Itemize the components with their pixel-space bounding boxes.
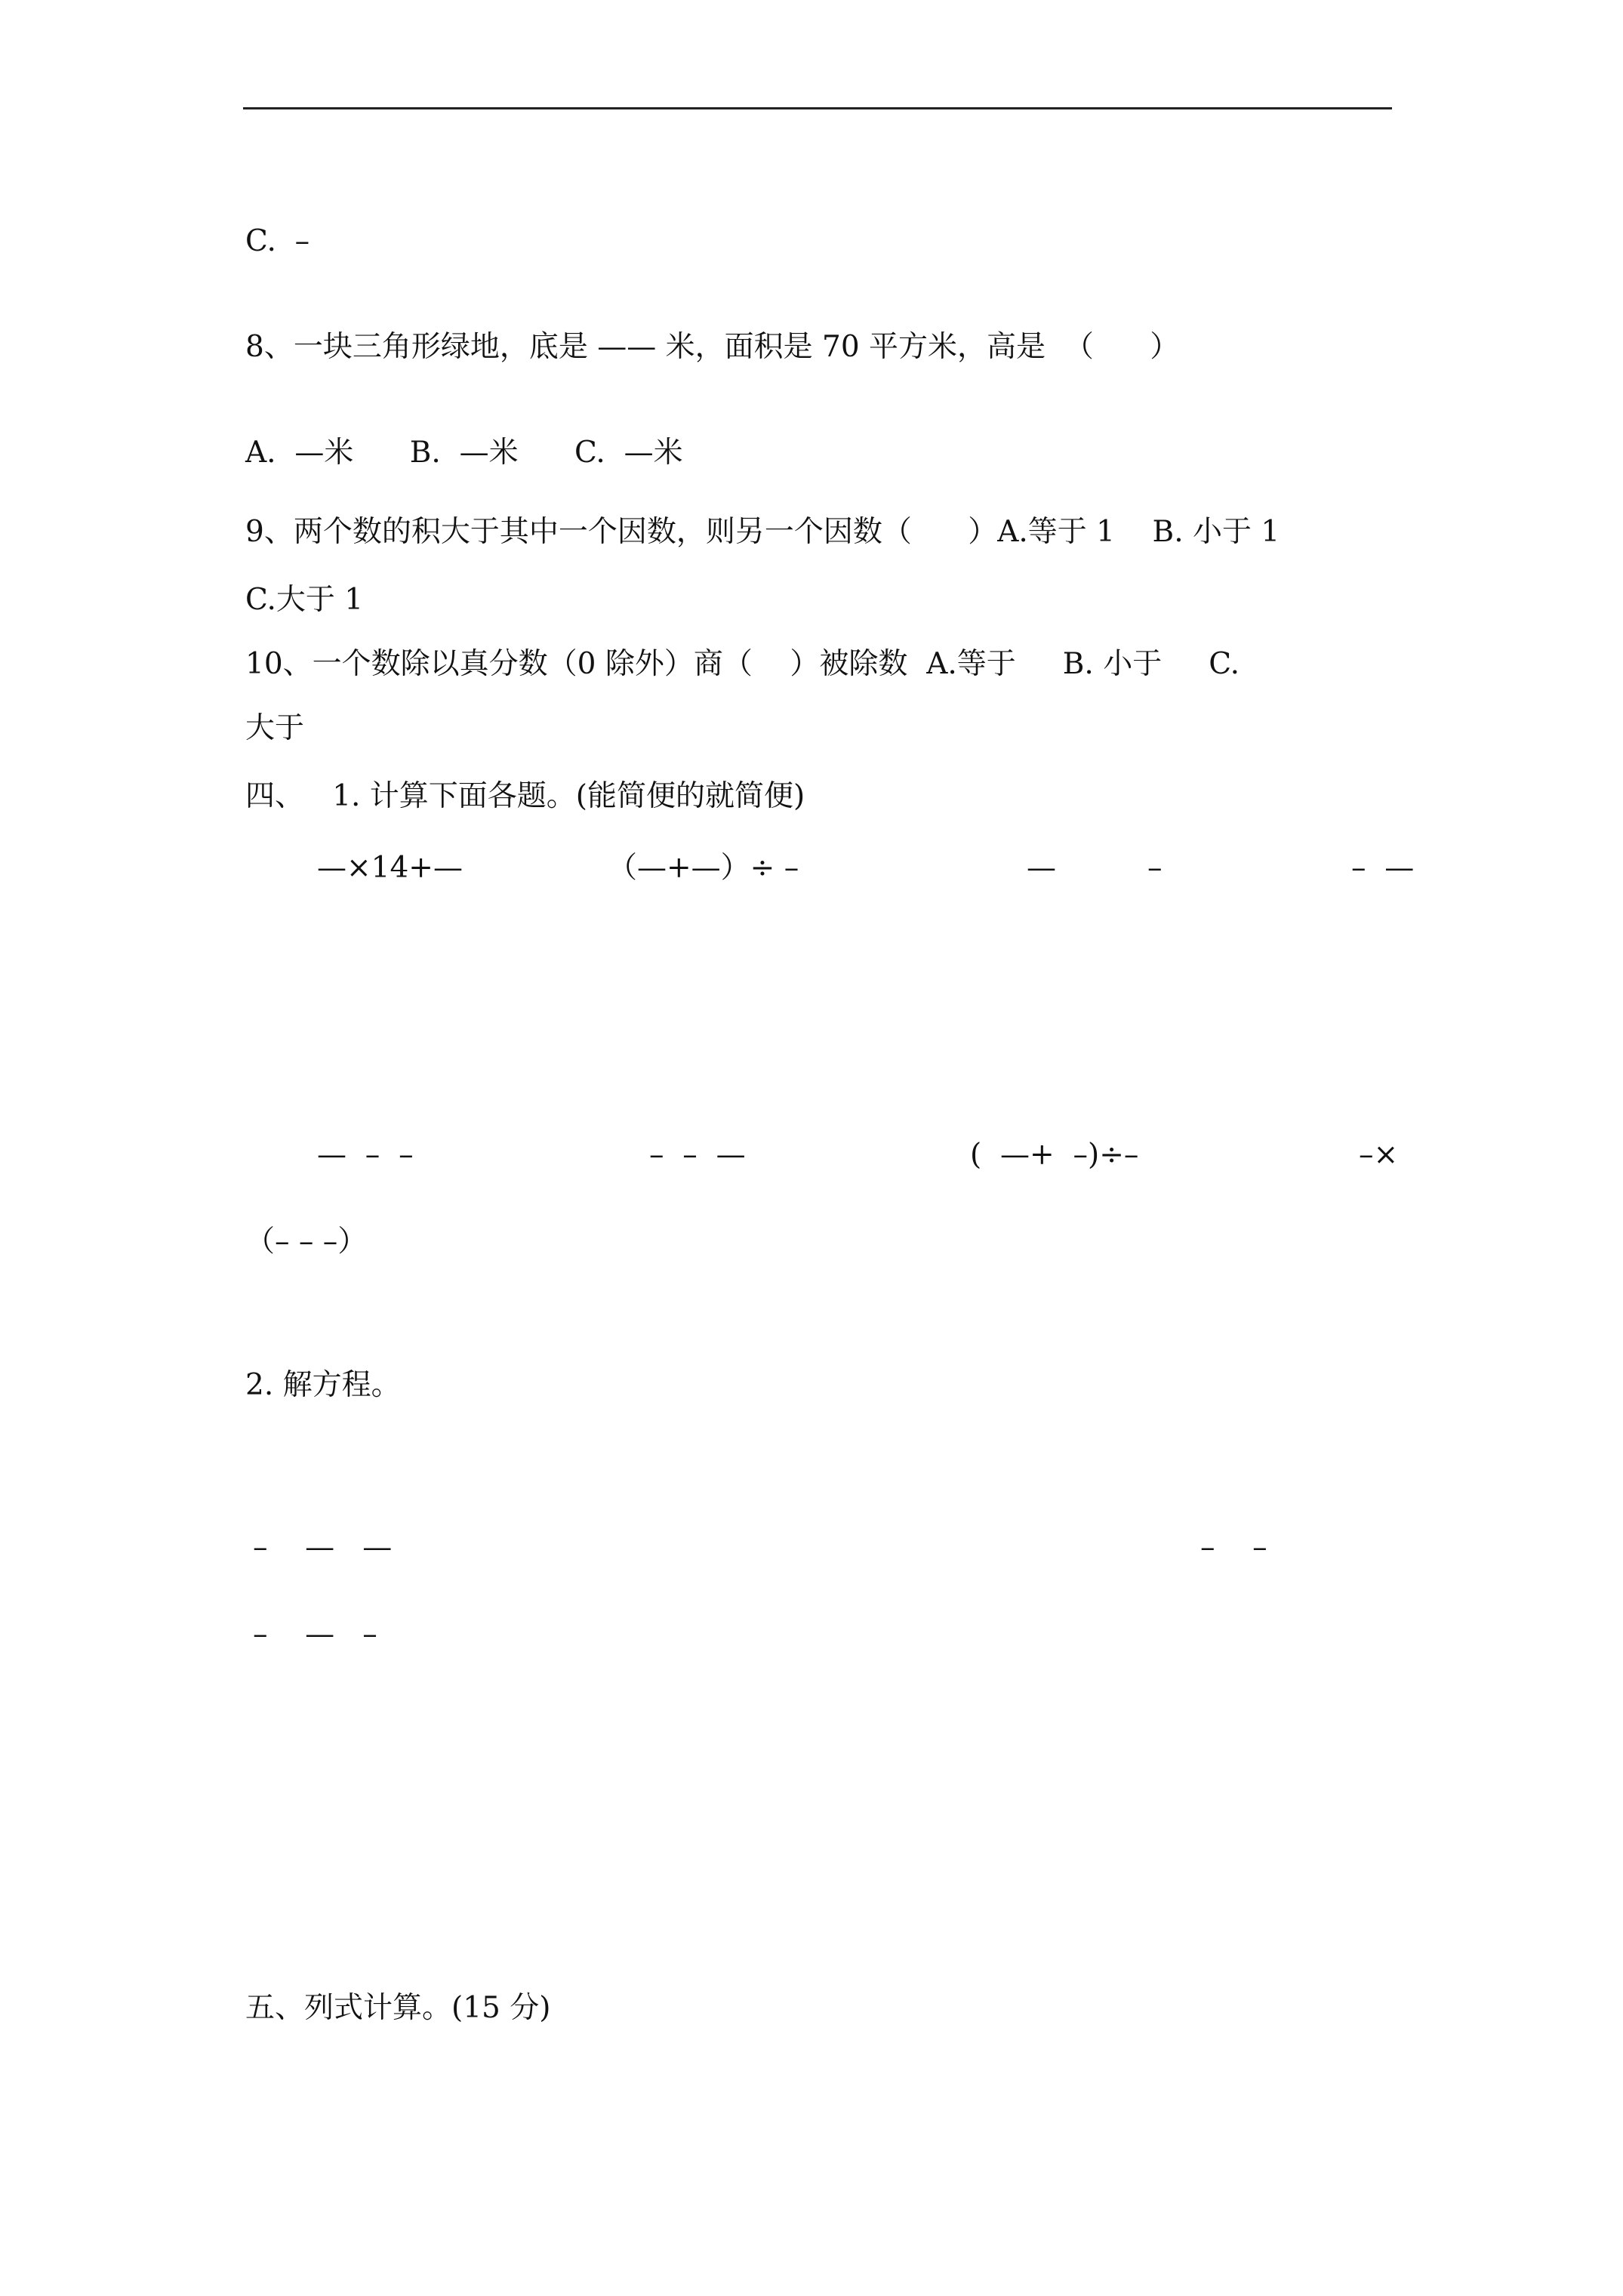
calc-item: – – — <box>649 1138 746 1172</box>
calc-item-continuation: （– – –） <box>245 1225 368 1259</box>
section-5-heading: 五、列式计算。(15 分) <box>245 1991 551 2025</box>
calc-item: ( —+ –)÷– <box>970 1138 1139 1172</box>
calc-item: —×14+— <box>317 851 463 885</box>
calc-item: – <box>1147 851 1163 885</box>
question-8: 8、一块三角形绿地，底是 —— 米，面积是 70 平方米，高是 （ ） <box>245 330 1180 364</box>
calc-item: — – – <box>317 1138 414 1172</box>
calc-item: （—+—）÷ – <box>608 851 799 885</box>
calc-item: –× <box>1359 1138 1399 1172</box>
equation: – – <box>1200 1530 1267 1564</box>
equation: – — — <box>253 1530 393 1564</box>
calc-item: – — <box>1351 851 1415 885</box>
header-rule <box>243 107 1392 109</box>
question-7-option-c: C. – <box>245 224 310 258</box>
question-10-line-1: 10、一个数除以真分数（0 除外）商（ ）被除数 A.等于 B. 小于 C. <box>245 647 1240 681</box>
section-4-heading: 四、 1. 计算下面各题。(能简便的就简便) <box>245 779 805 813</box>
question-10-line-2: 大于 <box>245 711 305 745</box>
section-4-part-2-heading: 2. 解方程。 <box>245 1368 401 1402</box>
equation: – — – <box>253 1617 377 1651</box>
question-8-options: A. —米 B. —米 C. —米 <box>245 436 683 470</box>
question-9-line-1: 9、两个数的积大于其中一个因数，则另一个因数（ ）A.等于 1 B. 小于 1 <box>245 515 1280 549</box>
calc-item: — <box>1027 851 1056 885</box>
question-9-line-2: C.大于 1 <box>245 583 364 617</box>
